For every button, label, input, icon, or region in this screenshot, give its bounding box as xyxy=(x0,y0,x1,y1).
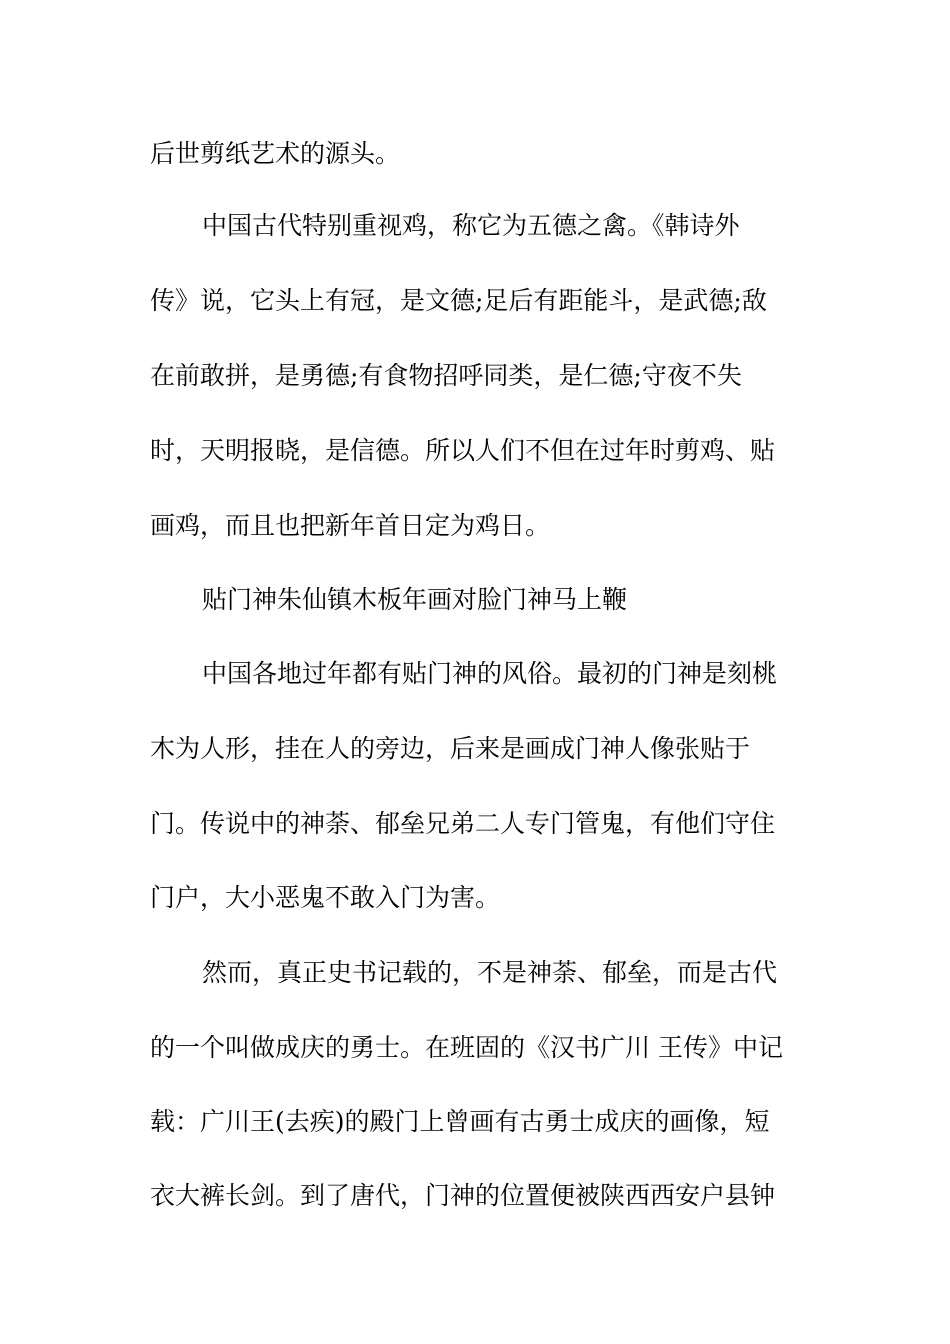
paragraph-line: 的一个叫做成庆的勇士。在班固的《汉书广川 王传》中记 xyxy=(150,1033,783,1062)
paragraph-line: 传》说，它头上有冠，是文德;足后有距能斗，是武德;敌 xyxy=(150,286,767,315)
paragraph-line: 门户，大小恶鬼不敢入门为害。 xyxy=(150,883,501,912)
paragraph-line: 中国古代特别重视鸡，称它为五德之禽。《韩诗外 xyxy=(202,211,740,240)
paragraph-line: 在前敢拼，是勇德;有食物招呼同类，是仁德;守夜不失 xyxy=(150,361,742,390)
paragraph-line: 后世剪纸艺术的源头。 xyxy=(150,139,401,168)
paragraph-line: 时，天明报晓，是信德。所以人们不但在过年时剪鸡、贴 xyxy=(150,436,776,465)
paragraph-line: 木为人形，挂在人的旁边，后来是画成门神人像张贴于 xyxy=(150,734,751,763)
section-heading: 贴门神朱仙镇木板年画对脸门神马上鞭 xyxy=(202,585,628,614)
paragraph-line: 衣大裤长剑。到了唐代，门神的位置便被陕西西安户县钟 xyxy=(150,1181,776,1210)
paragraph-line: 门。传说中的神荼、郁垒兄弟二人专门管鬼，有他们守住 xyxy=(150,809,776,838)
paragraph-line: 然而，真正史书记载的，不是神荼、郁垒，而是古代 xyxy=(202,958,778,987)
paragraph-line: 画鸡，而且也把新年首日定为鸡日。 xyxy=(150,511,551,540)
paragraph-line: 中国各地过年都有贴门神的风俗。最初的门神是刻桃 xyxy=(202,659,778,688)
paragraph-line: 载：广川王(去疾)的殿门上曾画有古勇士成庆的画像，短 xyxy=(150,1107,770,1136)
